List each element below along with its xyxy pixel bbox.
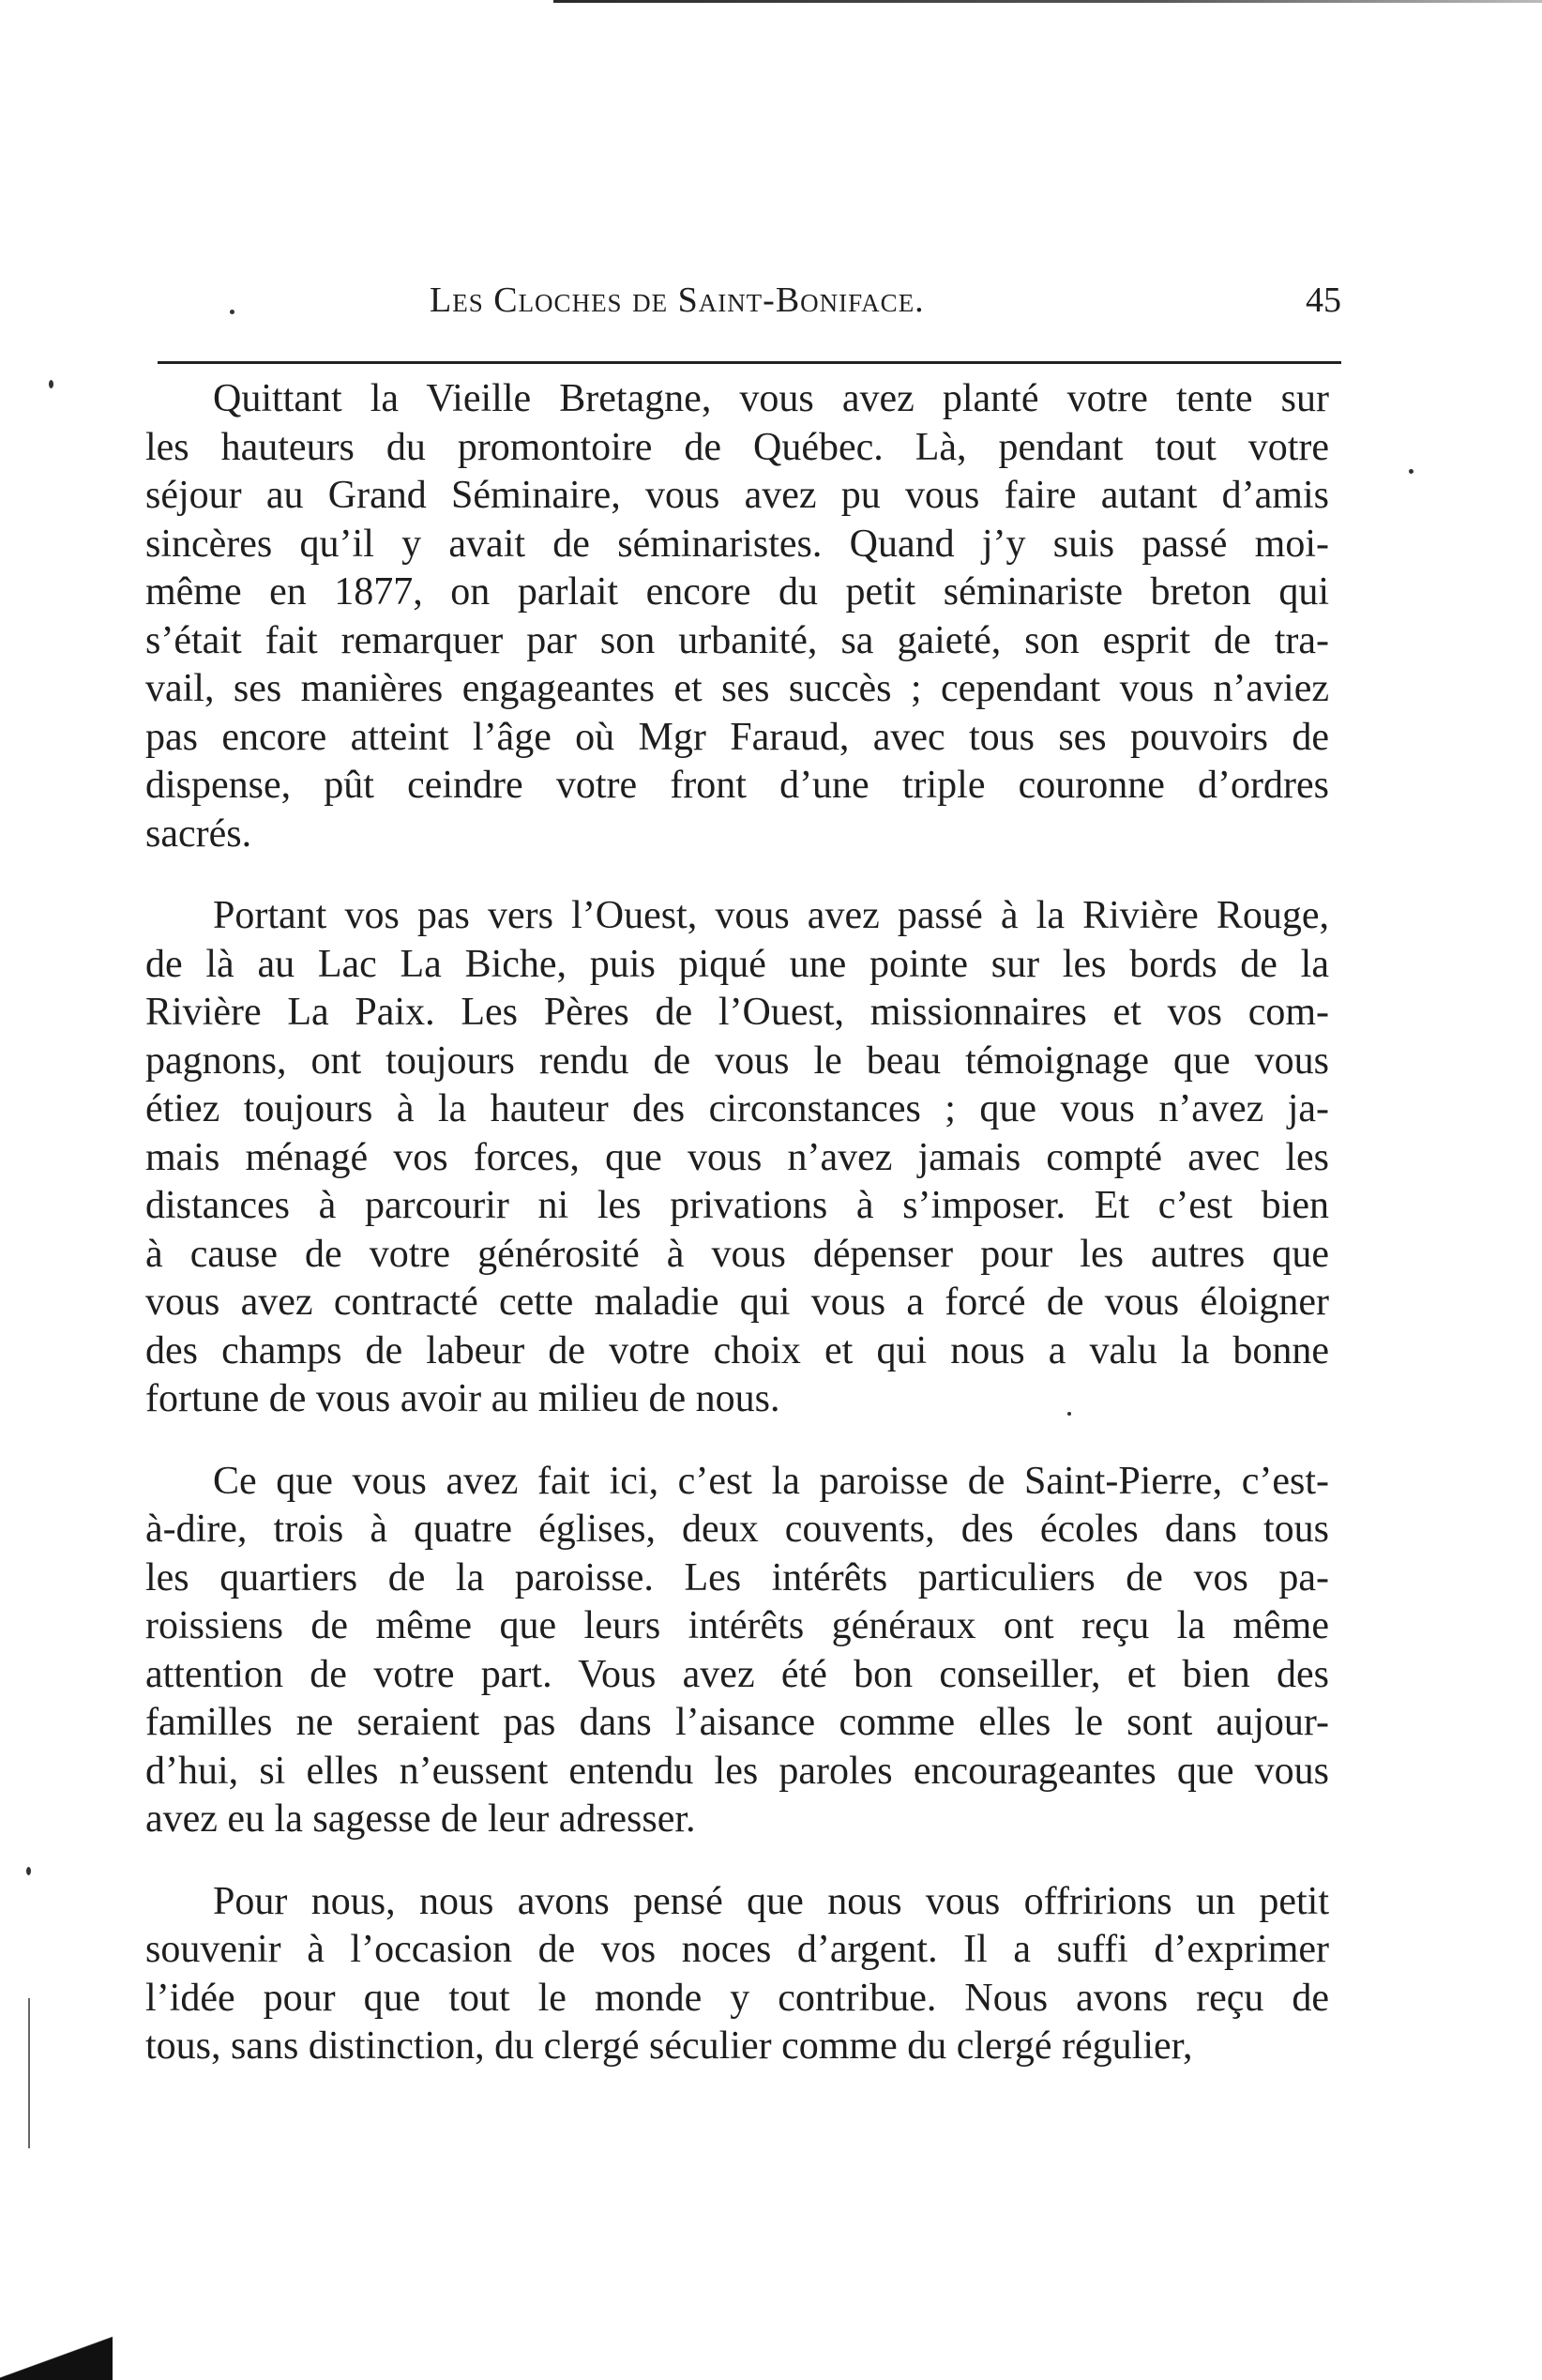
page-number: 45	[1306, 280, 1341, 320]
text-line: souvenir à l’occasion de vos noces d’argent. Il a suffi d’exprimer	[145, 1928, 1329, 1971]
scan-speck	[1409, 469, 1414, 474]
text-line: mais ménagé vos forces, que vous n’avez jamais compté avec les	[145, 1135, 1329, 1179]
text-line: à-dire, trois à quatre églises, deux couvents, des écoles dans tous	[145, 1508, 1329, 1551]
body-text	[145, 375, 1329, 2105]
text-line: sacrés.	[145, 811, 252, 856]
text-line: vous avez contracté cette maladie qui vous a forcé de vous éloigner	[145, 1281, 1329, 1324]
text-line: des champs de labeur de votre choix et qui nous a valu la bonne	[145, 1328, 1329, 1372]
text-line: fortune de vous avoir au milieu de nous.	[145, 1377, 780, 1420]
text-line: d’hui, si elles n’eussent entendu les paroles encourageantes que vous	[145, 1749, 1329, 1793]
header-rule	[158, 361, 1341, 364]
text-line: s’était fait remarquer par son urbanité, sa gaieté, son esprit de tra-	[145, 618, 1329, 662]
scan-speck	[1067, 1412, 1071, 1416]
text-line: dispense, pût ceindre votre front d’une triple couronne d’ordres	[145, 764, 1329, 807]
text-line: pas encore atteint l’âge où Mgr Faraud, avec tous ses pouvoirs de	[145, 715, 1329, 759]
text-line: sincères qu’il y avait de séminaristes. Quand j’y suis passé moi-	[145, 522, 1329, 566]
paragraph	[145, 375, 1329, 858]
scan-speck	[49, 380, 53, 388]
page-header	[150, 272, 1341, 328]
top-edge-rule	[553, 0, 1542, 3]
text-line: les hauteurs du promontoire de Québec. Là, pendant tout votre	[145, 425, 1329, 469]
corner-shadow	[0, 2324, 113, 2380]
text-line: attention de votre part. Vous avez été bon conseiller, et bien des	[145, 1652, 1329, 1696]
text-line: familles ne seraient pas dans l’aisance comme elles le sont aujour-	[145, 1701, 1329, 1744]
scan-speck	[26, 1867, 31, 1875]
text-line: avez eu la sagesse de leur adresser.	[145, 1797, 696, 1841]
text-line: même en 1877, on parlait encore du petit séminariste breton qui	[145, 570, 1329, 614]
text-line: de là au Lac La Biche, puis piqué une pointe sur les bords de la	[145, 942, 1329, 986]
text-line: Pour nous, nous avons pensé que nous vous offririons un petit	[213, 1879, 1329, 1923]
paragraph	[145, 1878, 1329, 2071]
running-title: Les Cloches de Saint-Boniface.	[430, 280, 925, 320]
text-line: Portant vos pas vers l’Ouest, vous avez passé à la Rivière Rouge,	[213, 894, 1329, 937]
text-line: roissiens de même que leurs intérêts généraux ont reçu la même	[145, 1604, 1329, 1647]
text-line: tous, sans distinction, du clergé séculier comme du clergé régulier,	[145, 2024, 1193, 2068]
text-line: étiez toujours à la hauteur des circonstances ; que vous n’avez ja-	[145, 1087, 1329, 1130]
text-line: Quittant la Vieille Bretagne, vous avez planté votre tente sur	[213, 377, 1329, 420]
text-line: les quartiers de la paroisse. Les intérêts particuliers de vos pa-	[145, 1555, 1329, 1599]
text-line: à cause de votre générosité à vous dépenser pour les autres que	[145, 1232, 1329, 1276]
text-line: séjour au Grand Séminaire, vous avez pu vous faire autant d’amis	[145, 474, 1329, 517]
paragraph	[145, 892, 1329, 1424]
text-line: vail, ses manières engageantes et ses succès ; cependant vous n’aviez	[145, 667, 1329, 710]
paragraph	[145, 1458, 1329, 1844]
margin-mark	[28, 1998, 30, 2148]
text-line: Ce que vous avez fait ici, c’est la paroisse de Saint-Pierre, c’est-	[213, 1459, 1329, 1503]
text-line: pagnons, ont toujours rendu de vous le beau témoignage que vous	[145, 1038, 1329, 1083]
text-line: distances à parcourir ni les privations à s’imposer. Et c’est bien	[145, 1184, 1329, 1227]
text-line: Rivière La Paix. Les Pères de l’Ouest, missionnaires et vos com-	[145, 991, 1329, 1034]
scan-speck	[230, 310, 234, 314]
text-line: l’idée pour que tout le monde y contribue. Nous avons reçu de	[145, 1976, 1329, 2020]
